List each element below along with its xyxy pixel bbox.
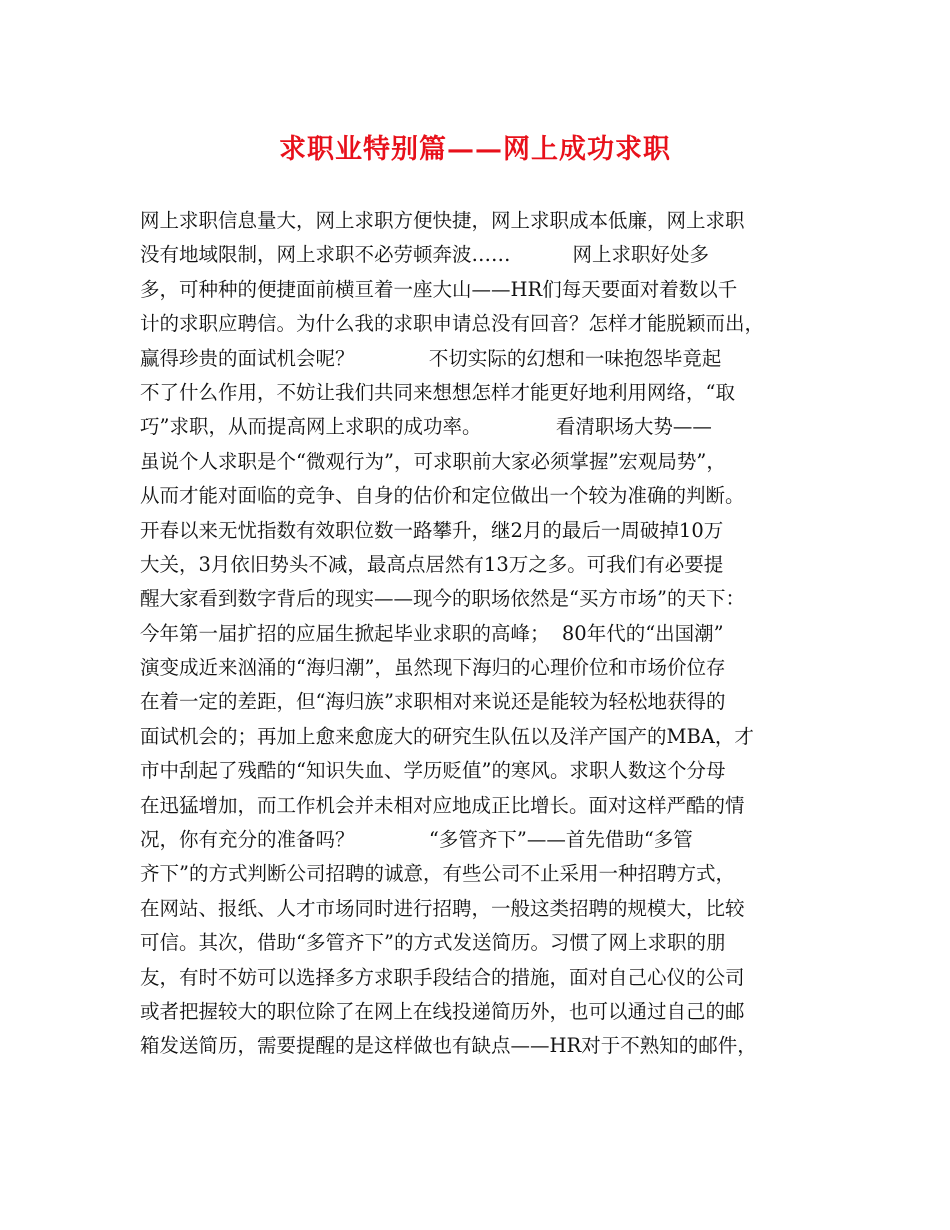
body-line: 在迅猛增加，而工作机会并未相对应地成正比增长。面对这样严酷的情 <box>140 793 745 817</box>
body-line: 醒大家看到数字背后的现实——现今的职场依然是“买方市场”的天下： <box>140 587 745 611</box>
body-line: 齐下”的方式判断公司招聘的诚意，有些公司不止采用一种招聘方式， <box>140 862 735 886</box>
document-title: 求职业特别篇——网上成功求职 <box>279 134 671 165</box>
body-line: 友，有时不妨可以选择多方求职手段结合的措施，面对自己心仪的公司 <box>140 965 745 989</box>
body-line: 在着一定的差距，但“海归族”求职相对来说还是能较为轻松地获得的 <box>140 690 726 714</box>
body-line: 从而才能对面临的竞争、自身的估价和定位做出一个较为准确的判断。 <box>140 484 745 508</box>
body-line: 可信。其次，借助“多管齐下”的方式发送简历。习惯了网上求职的朋 <box>140 931 726 955</box>
body-line: 没有地域限制，网上求职不必劳顿奔波…… 网上求职好处多 <box>140 243 709 267</box>
body-line: 网上求职信息量大，网上求职方便快捷，网上求职成本低廉，网上求职 <box>140 209 745 232</box>
body-line: 虽说个人求职是个“微观行为”，可求职前大家必须掌握”宏观局势”， <box>140 449 726 473</box>
body-line: 箱发送简历，需要提醒的是这样做也有缺点——HR对于不熟知的邮件， <box>140 1034 757 1058</box>
body-line: 开春以来无忧指数有效职位数一路攀升，继2月的最后一周破掉10万 <box>140 518 724 542</box>
body-line: 在网站、报纸、人才市场同时进行招聘，一般这类招聘的规模大，比较 <box>140 896 745 920</box>
body-line: 面试机会的；再加上愈来愈庞大的研究生队伍以及洋产国产的MBA，才 <box>140 724 754 748</box>
document-body <box>140 204 820 1064</box>
body-line: 巧”求职，从而提高网上求职的成功率。 看清职场大势—— <box>140 415 712 439</box>
body-line: 不了什么作用，不妨让我们共同来想想怎样才能更好地利用网络，“取 <box>140 380 735 404</box>
body-line: 赢得珍贵的面试机会呢？ 不切实际的幻想和一味抱怨毕竟起 <box>140 346 722 370</box>
body-line: 演变成近来汹涌的“海归潮”，虽然现下海归的心理价位和市场价位存 <box>140 656 726 680</box>
body-line: 今年第一届扩招的应届生掀起毕业求职的高峰； 80年代的“出国潮” <box>140 621 724 645</box>
body-line: 多，可种种的便捷面前横亘着一座大山——HR们每天要面对着数以千 <box>140 277 738 301</box>
body-line: 或者把握较大的职位除了在网上在线投递简历外，也可以通过自己的邮 <box>140 999 745 1023</box>
body-line: 大关，3月依旧势头不减，最高点居然有13万之多。可我们有必要提 <box>140 552 724 576</box>
body-line: 计的求职应聘信。为什么我的求职申请总没有回音？怎样才能脱颖而出， <box>140 312 765 336</box>
body-line: 况，你有充分的准备吗？ “多管齐下”——首先借助“多管 <box>140 828 693 852</box>
body-line: 市中刮起了残酷的“知识失血、学历贬值”的寒风。求职人数这个分母 <box>140 759 726 783</box>
